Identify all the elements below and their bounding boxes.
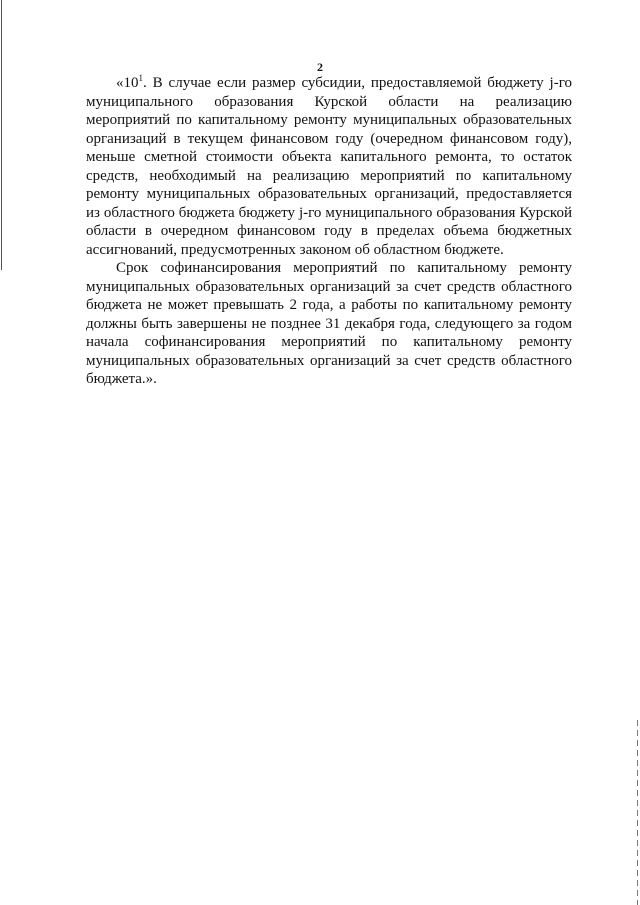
paragraph-1	[86, 74, 572, 259]
paragraph-1-prefix: «10	[116, 75, 139, 91]
page-number: 2	[317, 60, 323, 74]
paragraph-2-text: Срок софинансирования мероприятий по капитальному ремонту муниципальных образовательных организаций за счет средств областного бюджета не может превышать 2 года, а работы по капитальному ремонту должны быть завершены не позднее 31 декабря года, следующего за годом начала софинансирования мероприятий по капитальному ремонту муниципальных образовательных организаций за счет средств областного бюджета.».	[86, 260, 572, 387]
scan-edge-right	[637, 720, 638, 905]
paragraph-2	[86, 259, 572, 389]
paragraph-1-superscript: 1	[138, 73, 143, 83]
paragraph-1-text: . В случае если размер субсидии, предоставляемой бюджету j-го муниципального образования Курской области на реализацию мероприятий по капитальному ремонту муниципальных образовательных организаций в текущем финансовом году (очередном финансовом году), меньше сметной стоимости объекта капитального ремонта, то остаток средств, необходимый на реализацию мероприятий по капитальному ремонту муниципальных образовательных организаций, предоставляется из областного бюджета бюджету j-го муниципального образования Курской области в очередном финансовом году в пределах объема бюджетных ассигнований, предусмотренных законом об областном бюджете.	[86, 75, 572, 258]
scan-edge-left	[1, 0, 2, 270]
document-body	[86, 74, 572, 389]
